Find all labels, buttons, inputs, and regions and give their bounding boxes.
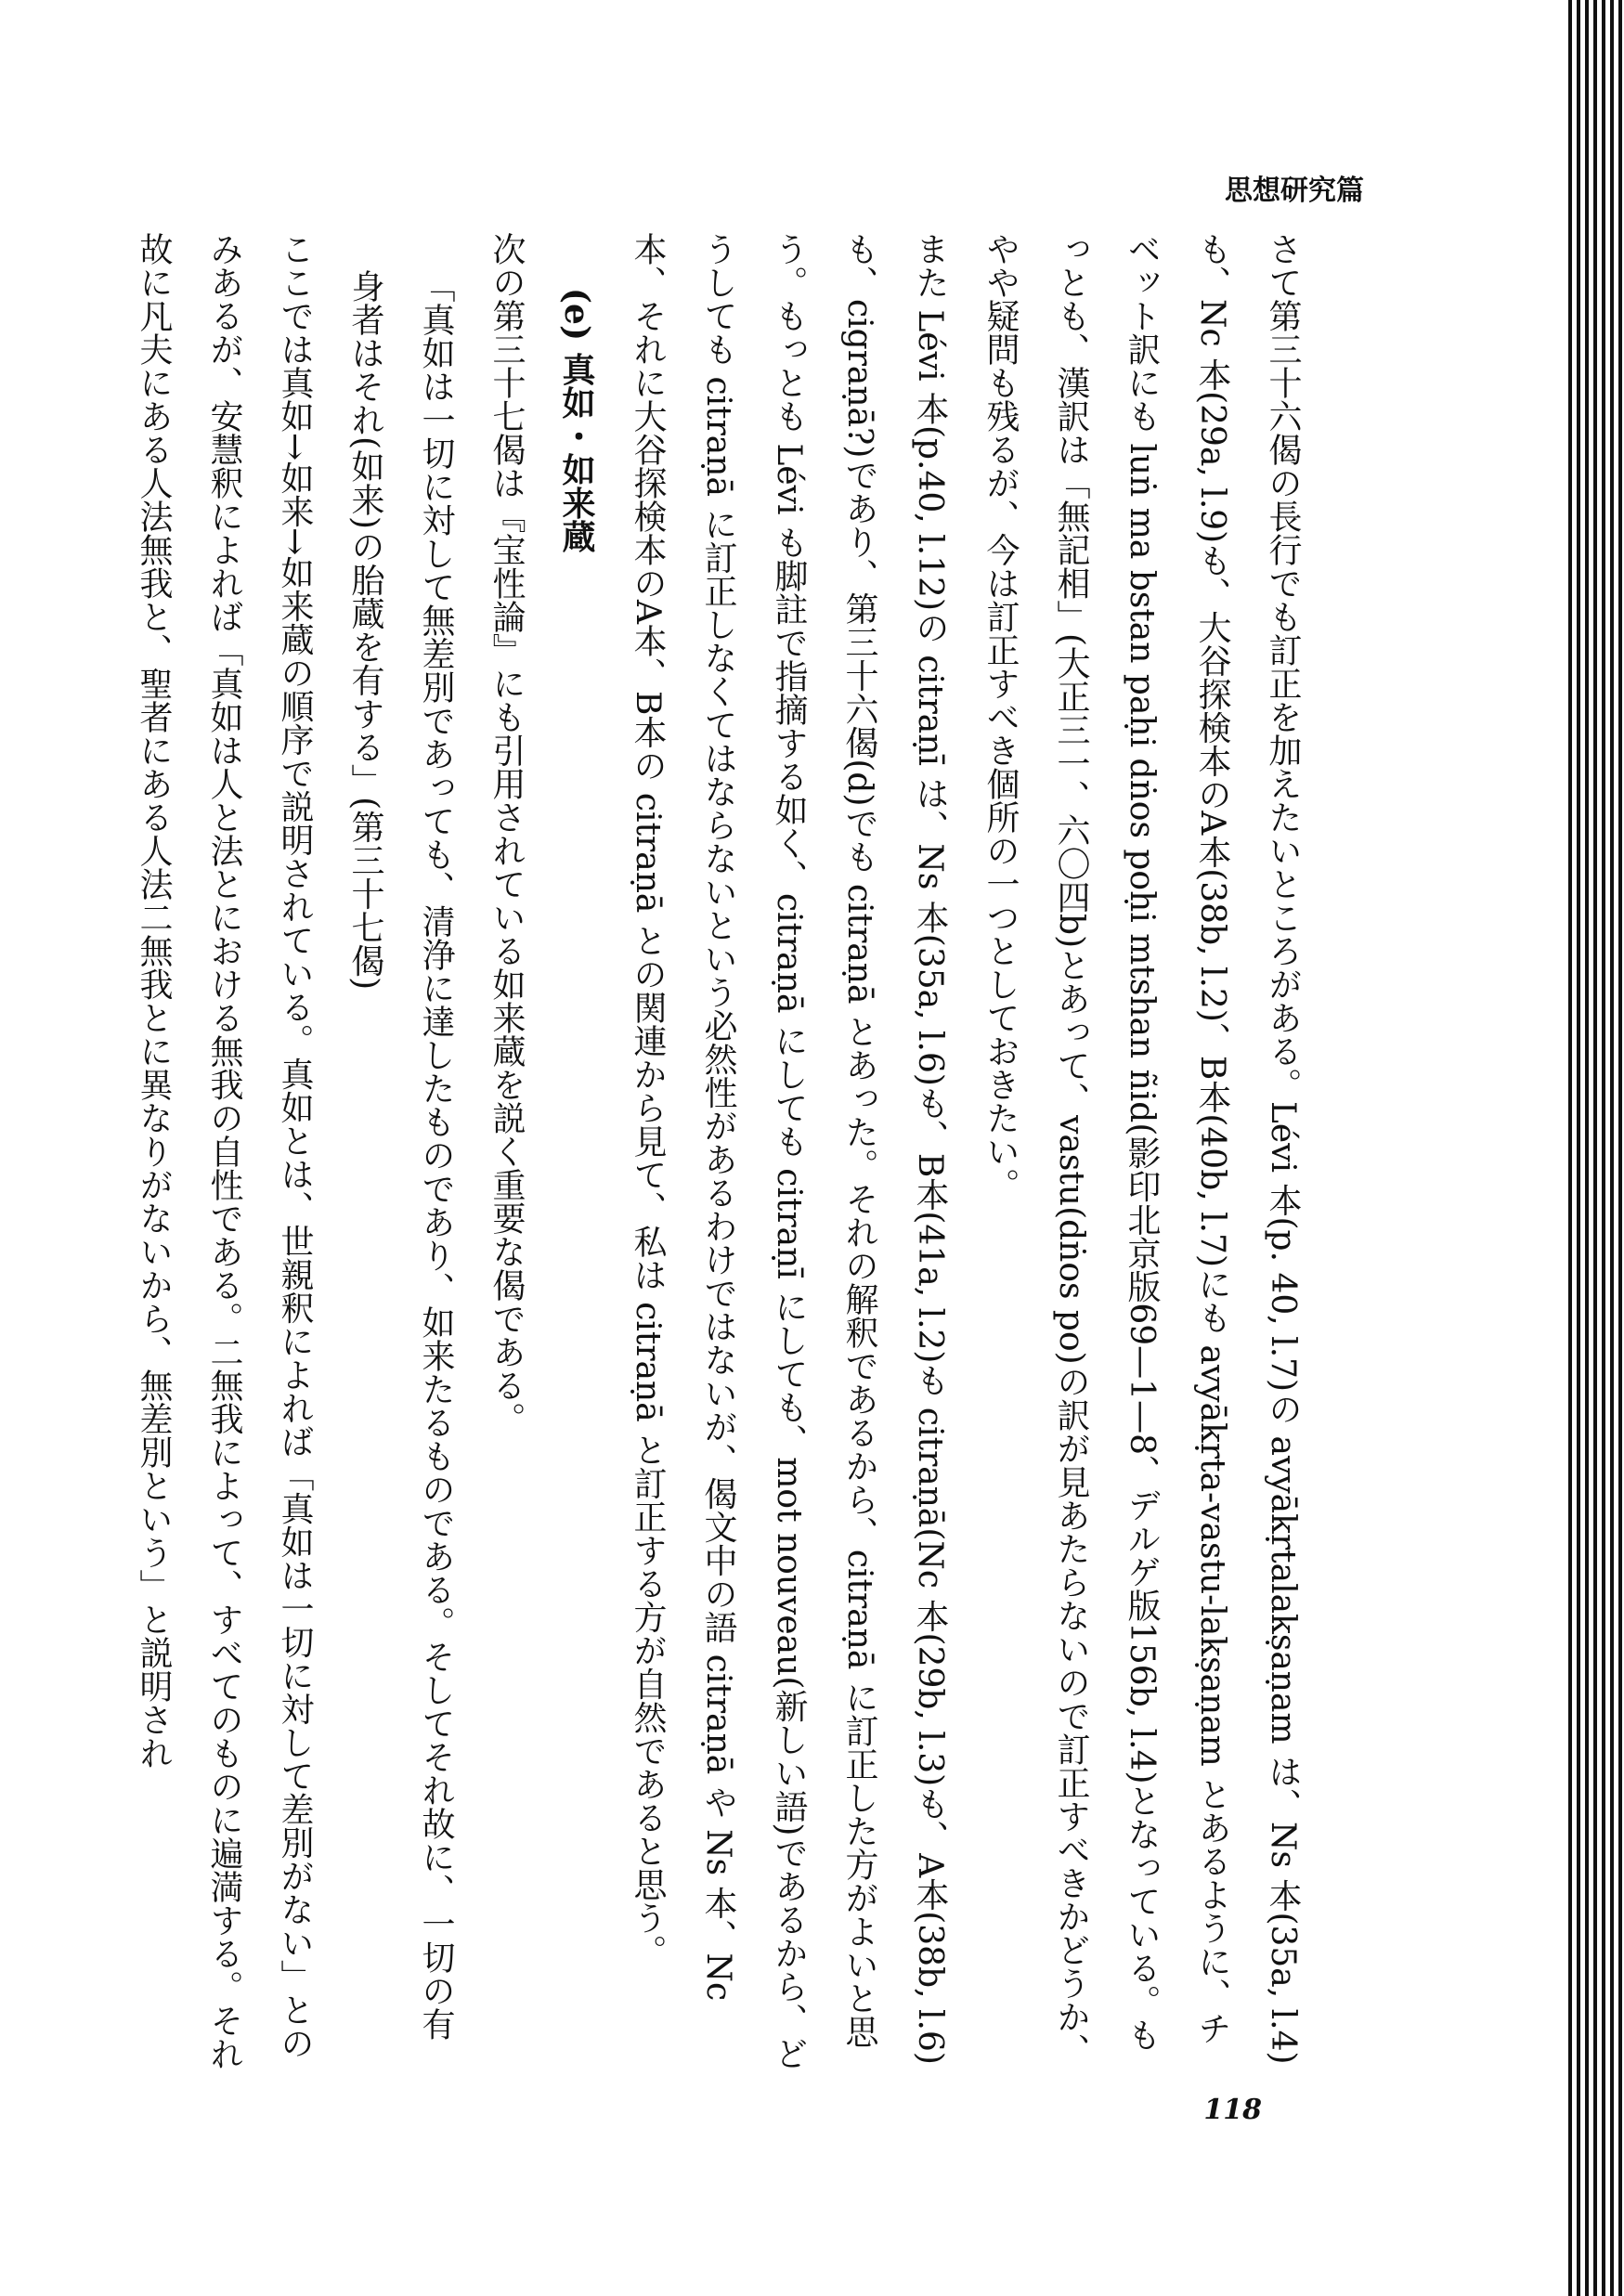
binding-edge xyxy=(1568,0,1624,2296)
body-text xyxy=(110,232,1318,2070)
running-header: 思想研究篇 xyxy=(1225,175,1364,207)
page-number: 118 xyxy=(1203,2094,1262,2126)
section-heading: (e) 真如・如来蔵 xyxy=(557,288,596,553)
section-intro: 次の第三十七偈は『宝性論』にも引用されている如来蔵を説く重要な偈である。 xyxy=(487,232,526,1435)
final-paragraph: ここでは真如→如来→如来蔵の順序で説明されている。真如とは、世親釈によれば「真如は一切に対して差別がない」とのみあるが、安慧釈によれば「真如は人と法とにおける無我の自性である。二無我によって、すべてのものに遍満する。それ故に凡夫にある人法無我と、聖者にある人法二無我とに異なりがないから、無差別という」と説明され xyxy=(135,232,314,2070)
paragraph-2: また Lévi 本(p.40, l.12)の citraṇī は、Ns 本(35a, l.6)も、B本(41a, l.2)も citraṇā(Nc 本(29b, l.3)も、A本(38b, l.6)も、cigraṇā?)であり、第三十六偈(d)でも citraṇā とあった。それの解釈であるから、citraṇā に訂正した方がよいと思う。もっとも Lévi も脚註で指摘する如く、citraṇā にしても citraṇī にしても、mot nouveau(新しい語)であるから、どうしても citraṇā に訂正しなくてはならないという必然性があるわけではないが、偈文中の語 citraṇā や Ns 本、Nc 本、それに大谷探検本のA本、B本の citraṇā との関連から見て、私は citraṇā と訂正する方が自然であると思う。 xyxy=(629,232,949,2070)
paragraph-1: さて第三十六偈の長行でも訂正を加えたいところがある。Lévi 本(p. 40, l.7)の avyākṛtalakṣaṇam は、Ns 本(35a, l.4)も、Nc 本(29a, l.9)も、大谷探検本のA本(38b, l.2)、B本(40b, l.7)にも avyākṛta-vastu-lakṣaṇam とあるように、チベット訳にも luṅ ma bstan paḥi dṅos poḥi mtshan ñid(影印北京版69—1—8、デルゲ版156b, l.4)となっている。もっとも、漢訳は「無記相」(大正三一、六〇四b)とあって、vastu(dṅos po)の訳が見あたらないので訂正すべきかどうか、やや疑問も残るが、今は訂正すべき個所の一つとしておきたい。 xyxy=(981,232,1302,2067)
quote: 「真如は一切に対して無差別であっても、清浄に達したものであり、如来たるものである。そしてそれ故に、一切の有身者はそれ(如来)の胎蔵を有する」(第三十七偈) xyxy=(346,269,455,2041)
